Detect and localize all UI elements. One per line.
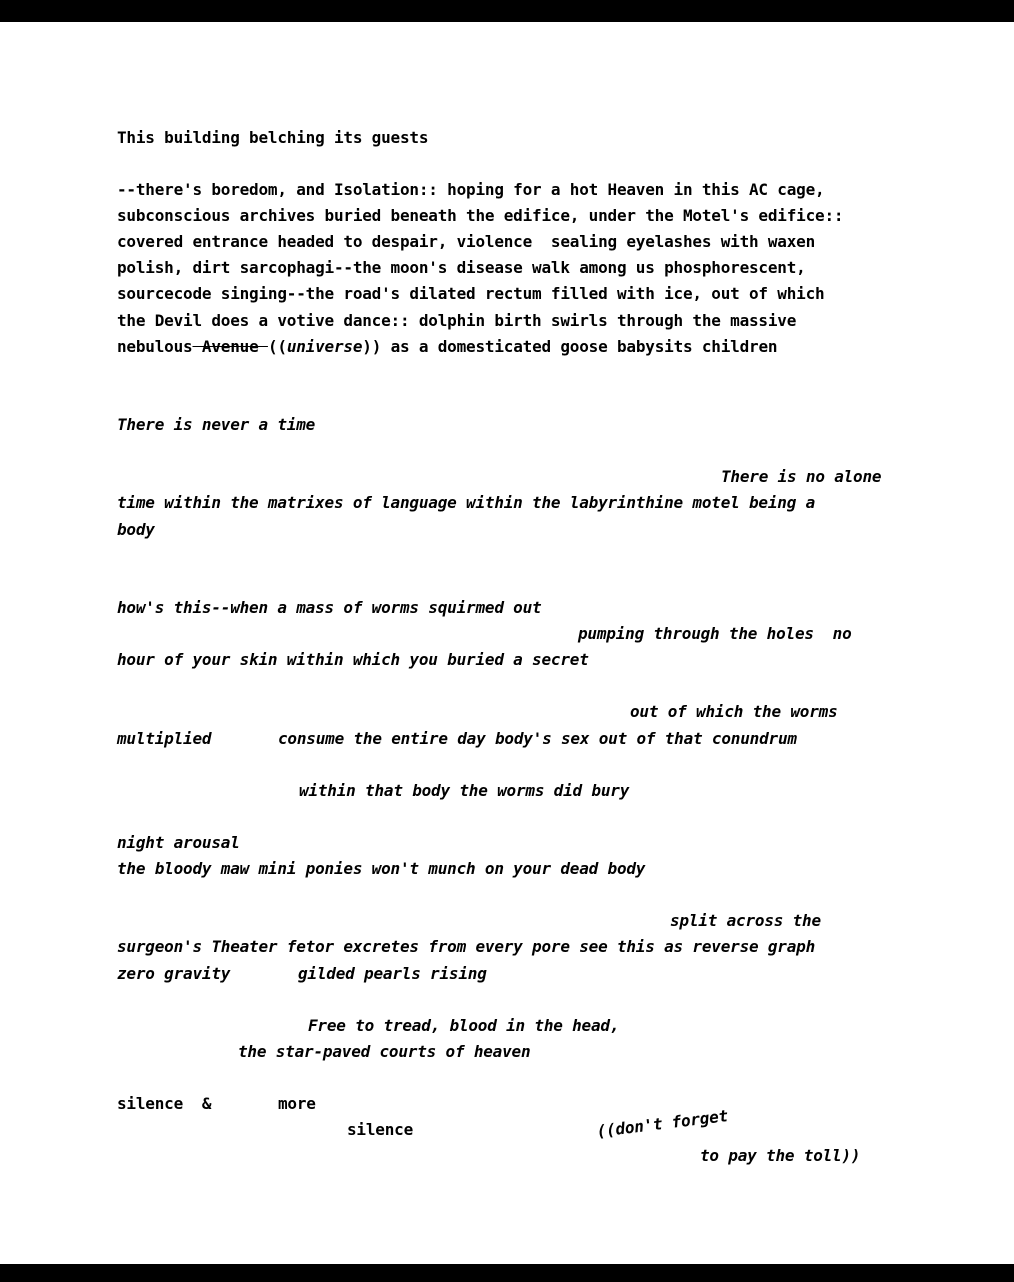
silence-and: silence & xyxy=(117,1094,212,1113)
stanza1-line3: covered entrance headed to despair, violence sealing eyelashes with waxen xyxy=(117,232,816,251)
pumping-line: pumping through the holes no xyxy=(578,624,852,643)
stanza1-line5: sourcecode singing--the road's dilated rectum filled with ice, out of which xyxy=(117,284,825,303)
body-line: body xyxy=(117,520,155,539)
star-paved-line: the star-paved courts of heaven xyxy=(238,1042,531,1061)
zero-gravity-word: zero gravity xyxy=(117,964,231,983)
pay-the-toll-line: to pay the toll)) xyxy=(700,1146,861,1165)
struck-avenue: Avenue xyxy=(192,337,268,356)
line7-rest: )) as a domesticated goose babysits children xyxy=(362,337,778,356)
out-of-which-line: out of which the worms xyxy=(630,702,838,721)
hour-line: hour of your skin within which you buried a secret xyxy=(117,650,589,669)
nebulous-word: nebulous xyxy=(117,337,193,356)
stanza1-line2: subconscious archives buried beneath the edifice, under the Motel's edifice:: xyxy=(117,206,844,225)
more-word: more xyxy=(278,1094,316,1113)
night-arousal-line: night arousal xyxy=(117,833,240,852)
stanza1-line4: polish, dirt sarcophagi--the moon's disease walk among us phosphorescent, xyxy=(117,258,806,277)
stanza1-line1: --there's boredom, and Isolation:: hoping for a hot Heaven in this AC cage, xyxy=(117,180,825,199)
no-alone-line: There is no alone xyxy=(721,467,882,486)
free-to-tread-line: Free to tread, blood in the head, xyxy=(308,1016,620,1035)
dont-forget-line: ((don't forget xyxy=(595,1106,729,1142)
matrixes-line: time within the matrixes of language within the labyrinthine motel being a xyxy=(117,493,816,512)
gilded-pearls-line: gilded pearls rising xyxy=(298,964,487,983)
stanza1-line6: the Devil does a votive dance:: dolphin birth swirls through the massive xyxy=(117,311,797,330)
universe-word: universe xyxy=(286,337,363,356)
consume-line: consume the entire day body's sex out of that conundrum xyxy=(278,729,797,748)
stanza1-line7 xyxy=(117,337,777,357)
poem-title: This building belching its guests xyxy=(117,128,429,147)
hows-this-line: how's this--when a mass of worms squirmed out xyxy=(117,598,542,617)
multiplied-word: multiplied xyxy=(117,729,212,748)
bottom-black-bar xyxy=(0,1264,1014,1282)
surgeon-line: surgeon's Theater fetor excretes from every pore see this as reverse graph xyxy=(117,937,816,956)
within-body-line: within that body the worms did bury xyxy=(299,781,630,800)
bloody-maw-line: the bloody maw mini ponies won't munch on your dead body xyxy=(117,859,646,878)
never-a-time-line: There is never a time xyxy=(117,415,316,434)
split-line: split across the xyxy=(670,911,821,930)
top-black-bar xyxy=(0,0,1014,22)
silence-word: silence xyxy=(347,1120,414,1139)
open-parens: (( xyxy=(267,337,287,356)
